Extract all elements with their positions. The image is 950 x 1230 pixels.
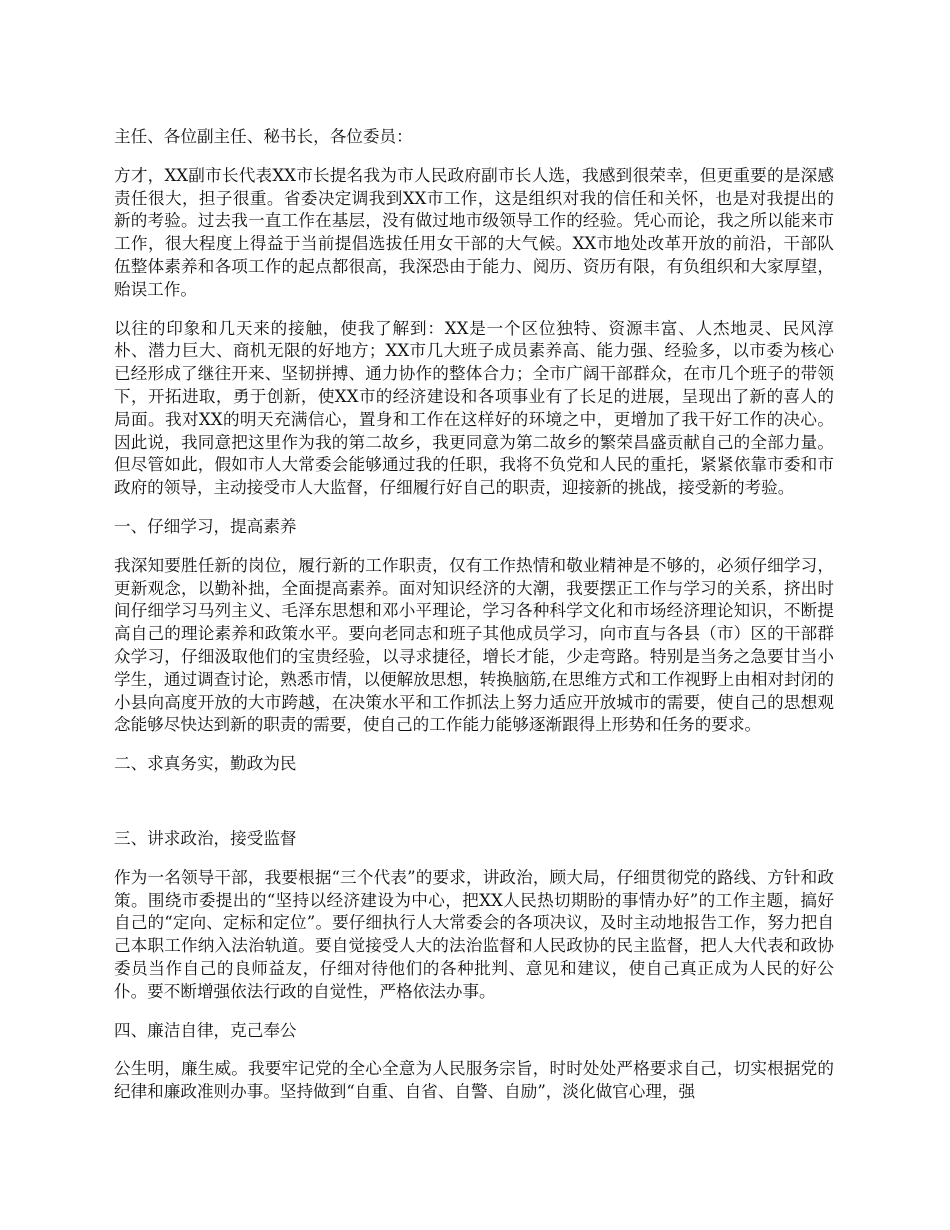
section-body-politics: 作为一名领导干部，我要根据“三个代表”的要求，讲政治，顾大局，仔细贯彻党的路线、方针和政策。围绕市委提出的“坚持以经济建设为中心，把XX人民热切期盼的事情办好”的工作主题，搞好自己的“定向、定标和定位”。要仔细执行人大常委会的各项决议，及时主动地报告工作，努力把自己本职工作纳入法治轨道。要自觉接受人大的法治监督和人民政协的民主监督，把人大代表和政协委员当作自己的良师益友，仔细对待他们的各种批判、意见和建议，使自己真正成为人民的好公仆。要不断增强依法行政的自觉性，严格依法办事。 <box>114 867 834 1001</box>
section-heading-politics: 三、讲求政治，接受监督 <box>114 828 297 848</box>
section-body-integrity: 公生明，廉生威。我要牢记党的全心全意为人民服务宗旨，时时处处严格要求自己，切实根据党的纪律和廉政准则办事。坚持做到“自重、自省、自警、自励”，淡化做官心理，强 <box>114 1059 834 1102</box>
blank-gap <box>114 792 834 828</box>
paragraph-intro: 方才，XX副市长代表XX市长提名我为市人民政府副市长人选，我感到很荣幸，但更重要的是深感责任很大，担子很重。省委决定调我到XX市工作，这是组织对我的信任和关怀，也是对我提出的新的考验。过去我一直工作在基层，没有做过地市级领导工作的经验。凭心而论，我之所以能来市工作，很大程度上得益于当前提倡选拔任用女干部的大气候。XX市地处改革开放的前沿，干部队伍整体素养和各项工作的起点都很高，我深恐由于能力、阅历、资历有限，有负组织和大家厚望，贻误工作。 <box>114 165 834 299</box>
section-heading-integrity: 四、廉洁自律，克己奉公 <box>114 1020 297 1040</box>
paragraph-impressions: 以往的印象和几天来的接触，使我了解到：XX是一个区位独特、资源丰富、人杰地灵、民风淳朴、潜力巨大、商机无限的好地方；XX市几大班子成员素养高、能力强、经验多，以市委为核心已经形成了继往开来、坚韧拼搏、通力协作的整体合力；全市广阔干部群众，在市几个班子的带领下，开拓进取，勇于创新，使XX市的经济建设和各项事业有了长足的进展，呈现出了新的喜人的局面。我对XX的明天充满信心，置身和工作在这样好的环境之中，更增加了我干好工作的决心。因此说，我同意把这里作为我的第二故乡，我更同意为第二故乡的繁荣昌盛贡献自己的全部力量。但尽管如此，假如市人大常委会能够通过我的任职，我将不负党和人民的重托，紧紧依靠市委和市政府的领导，主动接受市人大监督，仔细履行好自己的职责，迎接新的挑战，接受新的考验。 <box>114 318 834 498</box>
salutation: 主任、各位副主任、秘书长，各位委员： <box>114 127 413 146</box>
section-heading-pragmatic: 二、求真务实，勤政为民 <box>114 754 297 774</box>
section-body-study: 我深知要胜任新的岗位，履行新的工作职责，仅有工作热情和敬业精神是不够的，必须仔细学习，更新观念，以勤补拙，全面提高素养。面对知识经济的大潮，我要摆正工作与学习的关系，挤出时间仔细学习马列主义、毛泽东思想和邓小平理论，学习各种科学文化和市场经济理论知识，不断提高自己的理论素养和政策水平。要向老同志和班子其他成员学习，向市直与各县（市）区的干部群众学习，仔细汲取他们的宝贵经验，以寻求捷径，增长才能，少走弯路。特别是当务之急要甘当小学生，通过调查讨论，熟悉市情，以便解放思想，转换脑筋,在思维方式和工作视野上由相对封闭的小县向高度开放的大市跨越，在决策水平和工作抓法上努力适应开放城市的需要，使自己的思想观念能够尽快达到新的职责的需要，使自己的工作能力能够逐渐跟得上形势和任务的要求。 <box>114 555 834 735</box>
section-heading-study: 一、仔细学习，提高素养 <box>114 516 297 536</box>
document-page <box>114 126 834 1120</box>
